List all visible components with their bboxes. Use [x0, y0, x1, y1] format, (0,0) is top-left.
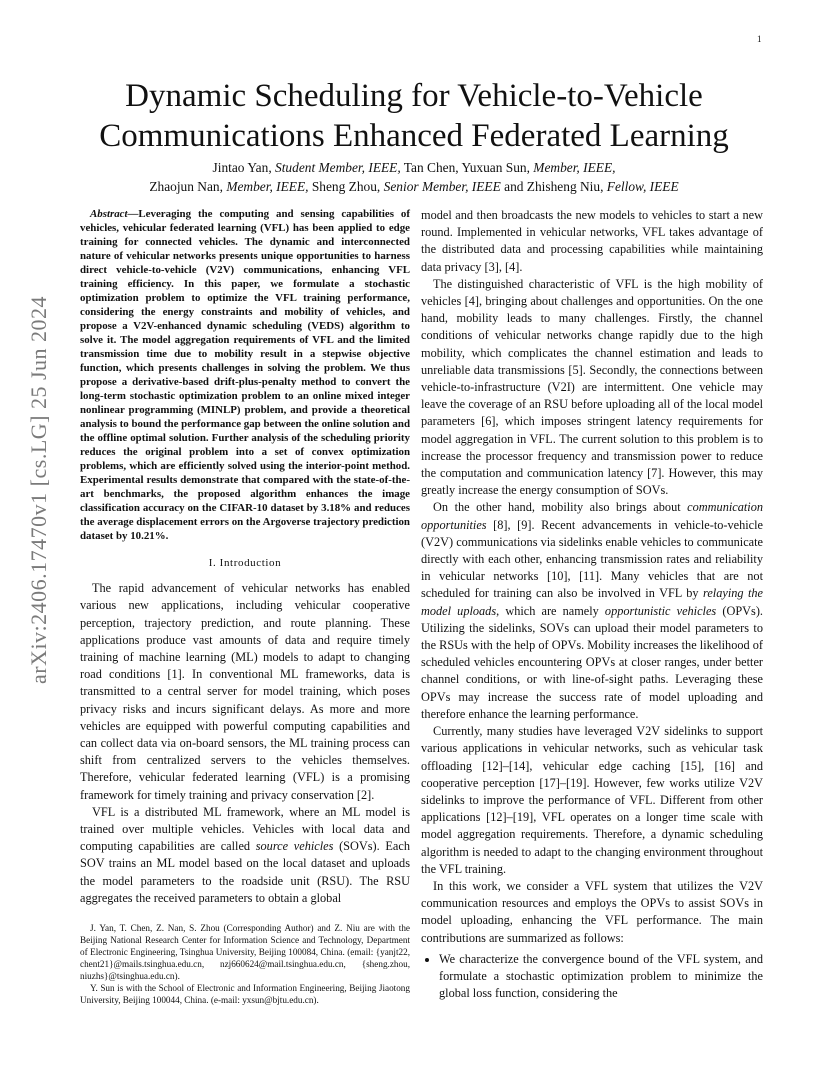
- arxiv-stamp-text: arXiv:2406.17470v1 [cs.LG] 25 Jun 2024: [26, 295, 51, 685]
- author-line-2: [80, 177, 748, 196]
- text-run: On the other hand, mobility also brings about: [433, 500, 688, 515]
- emphasis: opportunistic vehicles: [604, 603, 717, 618]
- author-name: Sheng Zhou,: [308, 179, 384, 194]
- section-heading-introduction: I. Introduction: [208, 557, 282, 569]
- author-role: Senior Member, IEEE: [383, 179, 501, 194]
- text-run: (SOVs). Each SOV trains an ML model based on the local dataset and uploads the model parameters to the roadside unit (RSU). The RSU aggregates the received parameters to obtain a global: [80, 839, 410, 905]
- emphasis: relaying the model uploads: [421, 586, 763, 618]
- footnotes: [80, 922, 410, 1006]
- list-item: • We characterize the convergence bound of the VFL system, and formulate a stochastic optimization problem to minimize the global loss function, considering the: [439, 951, 763, 1003]
- title-line-1: Dynamic Scheduling for Vehicle-to-Vehicle: [125, 78, 703, 114]
- paragraph: In this work, we consider a VFL system that utilizes the V2V communication resources and employs the OPVs to assist SOVs in model uploading, enhancing the VFL performance. The main contributions are summarized as follows:: [421, 878, 763, 945]
- author-list: [80, 158, 748, 196]
- author-role: Member, IEEE,: [226, 179, 309, 194]
- paper-title: [80, 76, 748, 156]
- paragraph: Currently, many studies have leveraged V2V sidelinks to support various applications in vehicular networks, such as vehicular task offloading [12]–[14], vehicular edge caching [15], [16] and cooperative perception [17]–[19]. However, few works utilize V2V sidelinks to improve the performance of VFL. Different from other applications [12]–[19], VFL operates on a longer time scale with model aggregation requirements. Therefore, a dynamic scheduling algorithm is needed to adapt to the changing environment throughout the VFL training.: [421, 724, 763, 876]
- contribution-list: [421, 951, 763, 1003]
- author-name: Tan Chen, Yuxuan Sun,: [400, 160, 534, 175]
- paragraph: [421, 499, 763, 723]
- emphasis: communication opportunities: [421, 500, 763, 532]
- text-run: VFL is a distributed ML framework, where an ML model is trained over multiple vehicles. Vehicles with local data and computing capabilities are called: [80, 804, 410, 854]
- paragraph: [80, 804, 410, 907]
- footnote-affiliation: J. Yan, T. Chen, Z. Nan, S. Zhou (Corresponding Author) and Z. Niu are with the Beijing National Research Center for Information Science and Technology, Department of Electronic Engineering, Tsinghua University, Beijing 100084, China. (email: {yanjt22, chent21}@mails.tsinghua.edu.cn, nzj660624@mail.tsinghua.edu.cn, {sheng.zhou, niuzhs}@tsinghua.edu.cn).: [80, 923, 410, 981]
- author-role: Member, IEEE,: [533, 160, 616, 175]
- right-column: [421, 207, 763, 1002]
- author-name: and Zhisheng Niu,: [500, 179, 607, 194]
- author-name: Jintao Yan,: [212, 160, 276, 175]
- arxiv-stamp: [28, 290, 50, 690]
- page-number: 1: [757, 34, 762, 44]
- abstract: [80, 207, 410, 543]
- text-run: , which are namely: [496, 603, 605, 618]
- abstract-text: —Leveraging the computing and sensing capabilities of vehicles, vehicular federated learning (VFL) has been applied to edge training for connected vehicles. The dynamic and interconnected nature of vehicular networks presents unique opportunities to harness direct vehicle-to-vehicle (V2V) communications, enhancing VFL training efficiency. In this paper, we formulate a stochastic optimization problem to optimize the VFL training performance, considering the energy constraints and mobility of vehicles, and propose a V2V-enhanced dynamic scheduling (VEDS) algorithm to solve it. The model aggregation requirements of VFL and the limited transmission time due to mobility result in a stepwise objective function, which presents challenges in solving the problem. We thus propose a derivative-based drift-plus-penalty method to convert the long-term stochastic optimization problem to an online mixed integer nonlinear programming (MINLP) problem, and provide a theoretical analysis to bound the performance gap between the online solution and the offline optimal solution. Further analysis of the scheduling priority reduces the original problem into a set of convex optimization problems, which are efficiently solved using the interior-point method. Experimental results demonstrate that compared with the state-of-the-art benchmarks, the proposed algorithm enhances the image classification accuracy on the CIFAR-10 dataset by 3.18% and reduces the average displacement errors on the Argoverse trajectory prediction dataset by 10.21%.: [80, 208, 410, 542]
- paragraph: model and then broadcasts the new models to vehicles to start a new round. Implemented in vehicular networks, VFL takes advantage of the distributed data and processing capabilities while maintaining data privacy [3], [4].: [421, 208, 763, 274]
- paragraph: The distinguished characteristic of VFL is the high mobility of vehicles [4], bringing about challenges and opportunities. On the one hand, mobility leads to many challenges. Firstly, the channel conditions of vehicular networks change rapidly due to the high mobility, which complicates the channel estimation and leads to unreliable data transmissions [5]. Secondly, the connections between vehicle-to-infrastructure (V2I) are intermittent. One vehicle may leave the coverage of an RSU before uploading all of the local model parameters [6], which imposes stringent latency requirements for model aggregation in VFL. The current solution to this problem is to increase the processor frequency and transmission power to reduce the computation and communication latency [7]. However, this may greatly increase the energy consumption of SOVs.: [421, 276, 763, 498]
- text-run: (OPVs). Utilizing the sidelinks, SOVs can upload their model parameters to the RSUs with the help of OPVs. Mobility increases the likelihood of scheduled vehicles encountering OPVs at closer ranges, under better channel conditions, or with line-of-sight paths. Leveraging these OPVs may increase the success rate of model uploading and therefore enhance the learning performance.: [421, 603, 763, 721]
- author-role: Student Member, IEEE,: [275, 160, 401, 175]
- paragraph: The rapid advancement of vehicular networks has enabled various new applications, including vehicular cooperative perception, trajectory prediction, and route planning. These applications produce vast amounts of data and require timely training of machine learning (ML) models to adapt to changing road conditions [1]. In conventional ML frameworks, data is transmitted to a central server for model training, which poses privacy risks and incurs significant delays. As more and more vehicles are equipped with powerful computing capabilities and can collect data via on-board sensors, the ML training process can shift from centralized servers to the vehicles themselves. Therefore, vehicular federated learning (VFL) is a promising framework for timely training and privacy conservation [2].: [80, 581, 410, 802]
- emphasis: source vehicles: [255, 839, 334, 854]
- text-run: [8], [9]. Recent advancements in vehicle-to-vehicle (V2V) communications via sidelinks enable vehicles to communicate directly with each other, enhancing transmission rates and reliability in vehicular networks [10], [11]. Many vehicles that are not scheduled for training can also be involved in VFL by: [421, 517, 763, 601]
- title-line-2: Communications Enhanced Federated Learning: [99, 118, 729, 154]
- author-role: Fellow, IEEE: [606, 179, 679, 194]
- author-line-1: [80, 158, 748, 177]
- footnote-affiliation: Y. Sun is with the School of Electronic and Information Engineering, Beijing Jiaotong University, Beijing 100044, China. (e-mail: yxsun@bjtu.edu.cn).: [80, 983, 410, 1005]
- left-column: [80, 207, 410, 907]
- abstract-lead: Abstract: [90, 208, 128, 220]
- author-name: Zhaojun Nan,: [149, 179, 227, 194]
